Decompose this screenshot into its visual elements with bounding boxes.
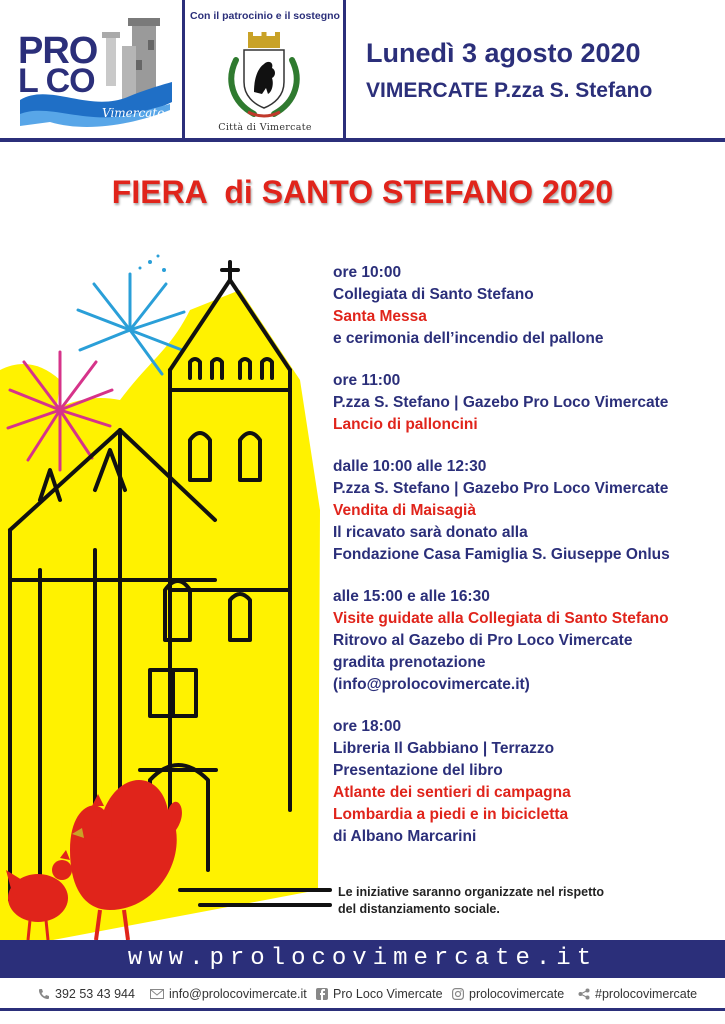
event-highlight: Atlante dei sentieri di campagna [333, 784, 571, 801]
event-line: P.zza S. Stefano | Gazebo Pro Loco Vimercate [333, 480, 669, 497]
program-event [333, 456, 723, 566]
event-line: P.zza S. Stefano | Gazebo Pro Loco Vimercate [333, 394, 669, 411]
header [0, 0, 725, 142]
main-title: FIERA di SANTO STEFANO 2020 [111, 174, 614, 210]
phone-icon [38, 988, 50, 1000]
event-line: Collegiata di Santo Stefano [333, 286, 534, 303]
mail-icon [150, 989, 164, 999]
church-illustration [0, 250, 340, 950]
contact-phone[interactable] [38, 987, 135, 1001]
logo-script-vimercate: Vimercate [102, 106, 165, 120]
program-event [333, 586, 723, 696]
contact-hashtag[interactable] [578, 987, 697, 1001]
event-time: ore 10:00 [333, 264, 402, 281]
event-highlight: Vendita di Maisagià [333, 502, 476, 519]
event-line: Presentazione del libro [333, 762, 503, 779]
instagram-icon [452, 988, 464, 1000]
event-highlight: Lombardia a piedi e in bicicletta [333, 806, 569, 823]
event-line: Ritrovo al Gazebo di Pro Loco Vimercate [333, 632, 633, 649]
event-time: ore 18:00 [333, 718, 402, 735]
logo-text-loco: L CO [18, 62, 95, 100]
website-link[interactable]: www.prolocovimercate.it [127, 945, 598, 972]
email-text: info@prolocovimercate.it [169, 987, 307, 1001]
event-place: VIMERCATE P.zza S. Stefano [366, 79, 653, 102]
event-highlight: Lancio di palloncini [333, 416, 478, 433]
event-highlight: Santa Messa [333, 308, 427, 325]
program-event [333, 262, 723, 350]
contact-facebook[interactable] [316, 987, 443, 1001]
pro-loco-logo [10, 10, 175, 130]
contact-email[interactable] [150, 987, 307, 1001]
event-time: dalle 10:00 alle 12:30 [333, 458, 487, 475]
city-crest-icon [218, 30, 310, 122]
logo-text-pro: PRO [18, 30, 98, 72]
note-line: del distanziamento sociale. [338, 902, 500, 916]
program-list [333, 262, 723, 868]
header-divider-right [343, 0, 346, 138]
event-line: di Albano Marcarini [333, 828, 477, 845]
note-line: Le iniziative saranno organizzate nel rispetto [338, 885, 605, 899]
header-divider-left [182, 0, 185, 138]
event-line: e cerimonia dell’incendio del pallone [333, 330, 604, 347]
facebook-text: Pro Loco Vimercate [333, 987, 443, 1001]
header-rule [0, 138, 725, 142]
instagram-text: prolocovimercate [469, 987, 565, 1001]
event-highlight: Visite guidate alla Collegiata di Santo Stefano [333, 610, 669, 627]
program-event [333, 370, 723, 436]
event-line: gradita prenotazione [333, 654, 486, 671]
program-event [333, 716, 723, 848]
event-time: ore 11:00 [333, 372, 401, 389]
event-line: (info@prolocovimercate.it) [333, 676, 530, 693]
event-line: Fondazione Casa Famiglia S. Giuseppe Onlus [333, 546, 670, 563]
event-line: Il ricavato sarà donato alla [333, 524, 528, 541]
distancing-note [338, 884, 718, 918]
event-date: Lunedì 3 agosto 2020 [366, 38, 641, 68]
footer-rule [0, 1008, 725, 1011]
contacts-row [0, 982, 725, 1008]
firework-sparkle-icon [139, 255, 167, 273]
contact-instagram[interactable] [452, 987, 564, 1001]
city-label: Città di Vimercate [218, 122, 312, 133]
event-line: Libreria Il Gabbiano | Terrazzo [333, 740, 555, 757]
event-time: alle 15:00 e alle 16:30 [333, 588, 490, 605]
hashtag-text: #prolocovimercate [595, 987, 698, 1001]
facebook-icon [316, 988, 328, 1000]
patronage-label: Con il patrocinio e il sostegno [190, 10, 340, 22]
share-icon [578, 988, 590, 1000]
phone-text: 392 53 43 944 [55, 987, 135, 1001]
